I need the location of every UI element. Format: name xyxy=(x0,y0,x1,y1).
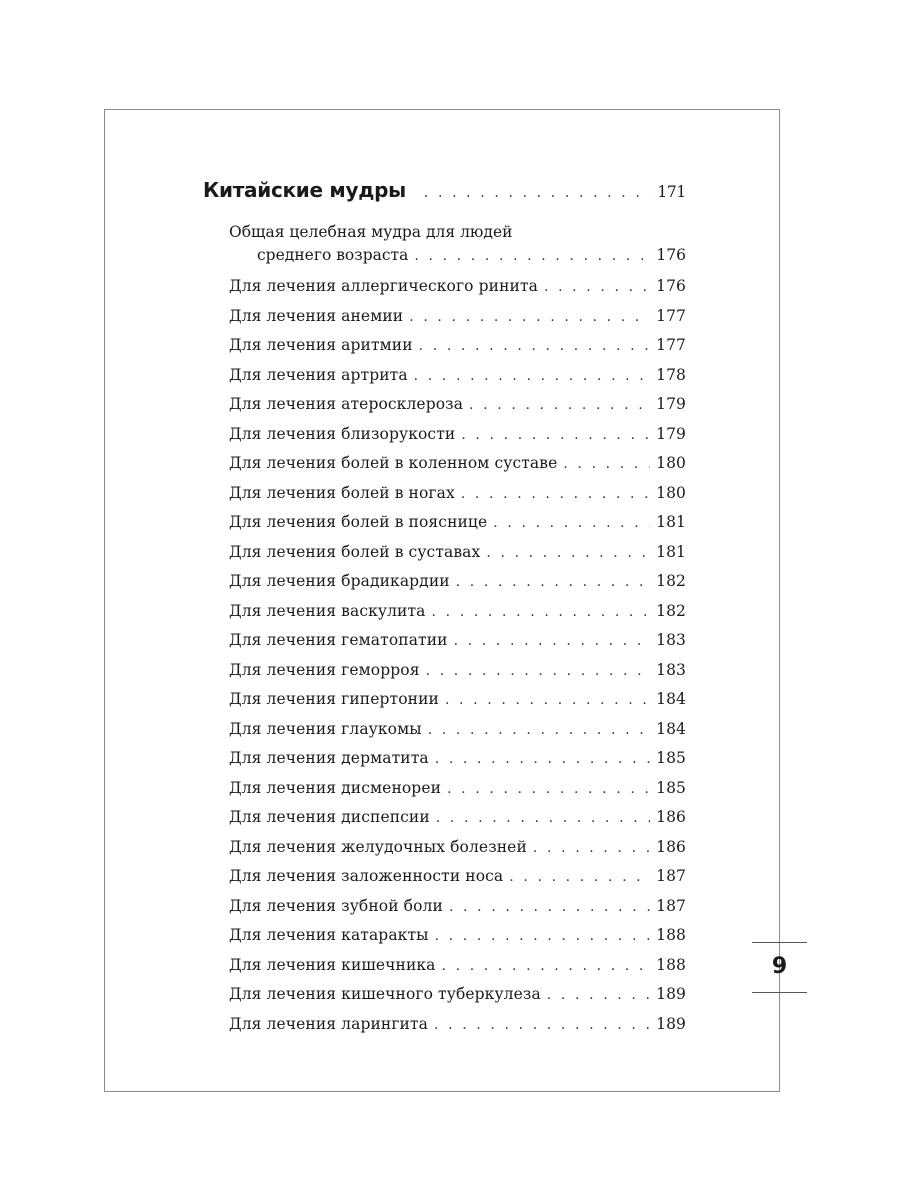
toc-entry-page: 183 xyxy=(656,660,686,679)
toc-entry[interactable] xyxy=(203,602,686,632)
toc-entry[interactable] xyxy=(203,484,686,514)
leader-dots xyxy=(434,1017,650,1033)
toc-entry[interactable] xyxy=(203,454,686,484)
toc-entry-page: 189 xyxy=(656,985,686,1003)
toc-entry[interactable] xyxy=(203,513,686,543)
toc-entry-label: Для лечения болей в коленном суставе xyxy=(229,454,558,472)
toc-entry[interactable] xyxy=(203,572,686,602)
toc-entry[interactable] xyxy=(203,395,686,425)
leader-dots xyxy=(409,309,650,325)
toc-entry[interactable] xyxy=(203,366,686,396)
toc-entry[interactable] xyxy=(203,867,686,897)
toc-entry[interactable] xyxy=(203,690,686,720)
toc-entry-label: Для лечения болей в суставах xyxy=(229,542,481,561)
toc-entry-label: Для лечения дерматита xyxy=(229,749,429,767)
leader-dots xyxy=(435,751,650,767)
toc-entry-label: Для лечения аритмии xyxy=(229,336,413,354)
toc-entry[interactable] xyxy=(203,749,686,779)
toc-entry-page: 181 xyxy=(656,513,686,531)
toc-entry-page: 179 xyxy=(656,424,686,443)
leader-dots xyxy=(447,781,650,797)
toc-entry-page: 176 xyxy=(656,277,686,295)
leader-dots xyxy=(461,486,650,502)
toc-entry-page: 182 xyxy=(656,601,686,620)
leader-dots xyxy=(436,810,650,826)
toc-entry[interactable] xyxy=(203,543,686,573)
toc-entry-label: Для лечения атеросклероза xyxy=(229,395,464,413)
chapter-heading[interactable] xyxy=(203,178,686,218)
toc-entry-page: 184 xyxy=(656,719,686,738)
toc-entry-label: Для лечения болей в пояснице xyxy=(229,513,488,531)
toc-entry-label: Для лечения артрита xyxy=(229,365,408,384)
toc-entry-label: Для лечения кишечника xyxy=(229,955,436,974)
toc-entry-label: Для лечения близорукости xyxy=(229,424,456,443)
leader-dots xyxy=(435,928,650,944)
leader-dots xyxy=(428,722,650,738)
leader-dots xyxy=(493,515,650,531)
toc-entry-label-line2: среднего возраста xyxy=(257,246,409,264)
leader-dots xyxy=(486,545,650,561)
toc-entry-page: 179 xyxy=(656,395,686,413)
toc-entry[interactable] xyxy=(203,1015,686,1045)
toc-entry-label: Для лечения геморроя xyxy=(229,660,420,679)
toc-entry[interactable] xyxy=(203,631,686,661)
toc-entry-page: 180 xyxy=(656,483,686,502)
leader-dots xyxy=(454,633,650,649)
leader-dots xyxy=(456,574,650,590)
toc-entry-label: Для лечения желудочных болезней xyxy=(229,837,527,856)
toc-entry-page: 184 xyxy=(656,690,686,708)
toc-entry-label: Для лечения дисменореи xyxy=(229,778,442,797)
toc-entry-page: 188 xyxy=(656,955,686,974)
toc-entry-page: 185 xyxy=(656,778,686,797)
leader-dots xyxy=(563,456,650,472)
toc-entry[interactable] xyxy=(203,926,686,956)
leader-dots xyxy=(414,248,650,264)
folio-rule-bottom xyxy=(752,992,807,993)
chapter-title: Китайские мудры xyxy=(203,178,406,202)
leader-dots xyxy=(469,397,650,413)
toc-entry-label-line1: Общая целебная мудра для людей xyxy=(229,223,513,241)
leader-dots xyxy=(547,987,650,1003)
toc-entry-label: Для лечения гематопатии xyxy=(229,631,448,649)
leader-dots xyxy=(533,840,650,856)
leader-dots xyxy=(442,958,651,974)
toc-entry[interactable] xyxy=(203,661,686,691)
toc-entry-label: Для лечения катаракты xyxy=(229,926,429,944)
leader-dots xyxy=(461,427,650,443)
toc-entry[interactable] xyxy=(203,985,686,1015)
toc-entry[interactable] xyxy=(203,956,686,986)
toc-entry-page: 186 xyxy=(656,837,686,856)
leader-dots xyxy=(445,692,650,708)
toc-entry[interactable] xyxy=(203,277,686,307)
leader-dots xyxy=(426,663,650,679)
toc-entry-label: Для лечения анемии xyxy=(229,306,404,325)
toc-entry[interactable] xyxy=(203,897,686,927)
table-of-contents xyxy=(203,178,686,1044)
toc-entry-label: Для лечения диспепсии xyxy=(229,808,430,826)
toc-entry-label: Для лечения аллергического ринита xyxy=(229,277,538,295)
toc-entry-label: Для лечения болей в ногах xyxy=(229,483,455,502)
toc-entry[interactable] xyxy=(203,838,686,868)
toc-entry-page: 186 xyxy=(656,808,686,826)
toc-entry-label: Для лечения зубной боли xyxy=(229,896,443,915)
toc-entry-page: 189 xyxy=(656,1014,686,1033)
toc-entry-multiline[interactable] xyxy=(203,218,686,277)
toc-entry-label: Для лечения глаукомы xyxy=(229,719,422,738)
toc-entry-page: 178 xyxy=(656,365,686,384)
toc-entry-label: Для лечения гипертонии xyxy=(229,690,439,708)
leader-dots xyxy=(419,338,650,354)
toc-entry-list xyxy=(203,277,686,1044)
toc-entry-label: Для лечения заложенности носа xyxy=(229,867,504,885)
toc-entry[interactable] xyxy=(203,720,686,750)
leader-dots xyxy=(544,279,650,295)
toc-entry[interactable] xyxy=(203,779,686,809)
chapter-page: 171 xyxy=(657,183,686,201)
toc-entry-page: 188 xyxy=(656,926,686,944)
toc-entry-page: 176 xyxy=(656,246,686,264)
page-number: 9 xyxy=(771,954,788,979)
toc-entry-label: Для лечения васкулита xyxy=(229,601,426,620)
toc-entry-page: 183 xyxy=(656,631,686,649)
toc-entry-page: 177 xyxy=(656,336,686,354)
toc-entry-page: 181 xyxy=(656,542,686,561)
toc-entry-page: 177 xyxy=(656,306,686,325)
toc-entry-label: Для лечения кишечного туберкулеза xyxy=(229,985,541,1003)
leader-dots xyxy=(432,604,650,620)
leader-dots xyxy=(414,368,650,384)
toc-entry-page: 187 xyxy=(656,867,686,885)
toc-entry[interactable] xyxy=(203,808,686,838)
toc-entry[interactable] xyxy=(203,425,686,455)
toc-entry-label: Для лечения ларингита xyxy=(229,1014,428,1033)
leader-dots xyxy=(449,899,650,915)
toc-entry-page: 187 xyxy=(656,896,686,915)
toc-entry-page: 182 xyxy=(656,572,686,590)
leader-dots xyxy=(424,185,651,201)
toc-entry[interactable] xyxy=(203,336,686,366)
leader-dots xyxy=(509,869,650,885)
toc-entry[interactable] xyxy=(203,307,686,337)
toc-entry-page: 185 xyxy=(656,749,686,767)
toc-entry-label: Для лечения брадикардии xyxy=(229,572,450,590)
toc-entry-page: 180 xyxy=(656,454,686,472)
